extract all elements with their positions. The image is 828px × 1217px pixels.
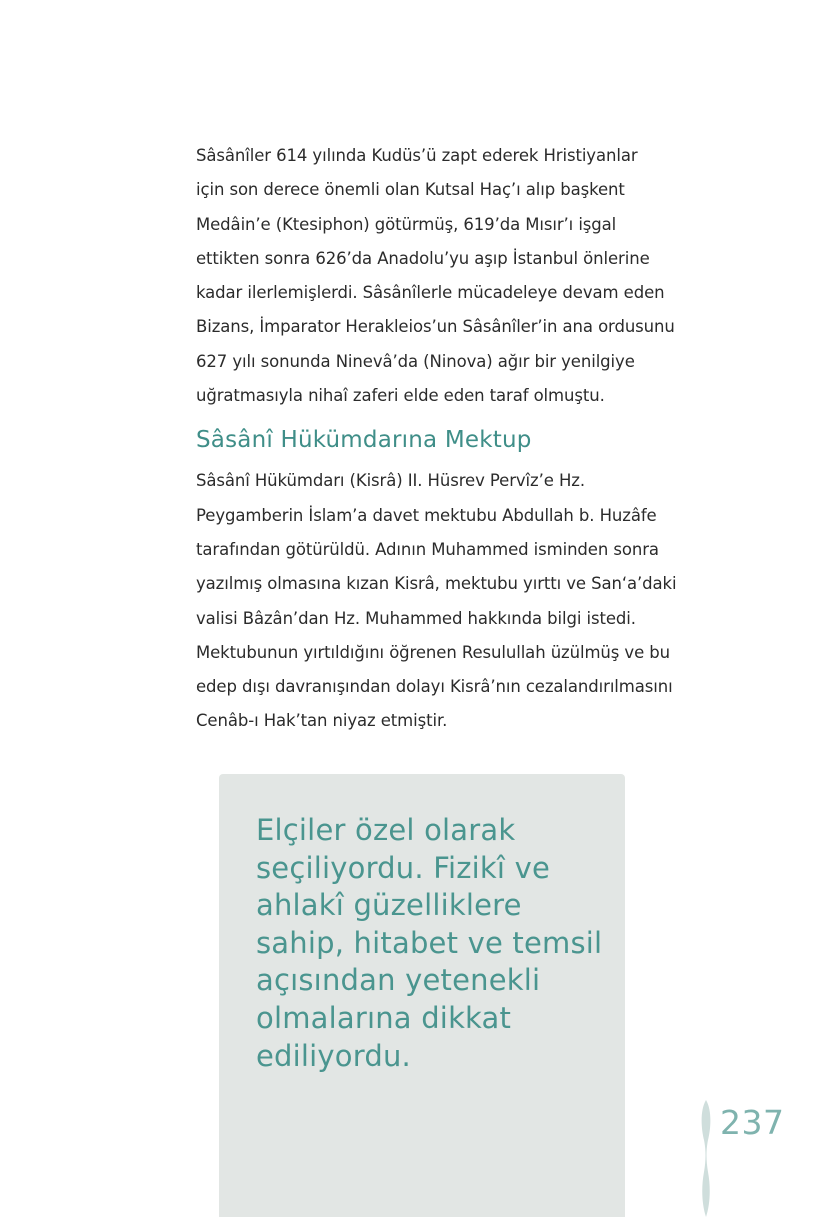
quote-line: Elçiler özel olarak bbox=[256, 813, 516, 847]
quote-line: sahip, hitabet ve temsil bbox=[256, 925, 603, 960]
pull-quote-text bbox=[256, 812, 616, 1075]
quote-line: seçiliyordu. Fizikî ve bbox=[256, 850, 550, 885]
quote-line: açısından yetenekli bbox=[256, 963, 541, 998]
text-line: kadar ilerlemişlerdi. Sâsânîlerle mücadeleye devam eden bbox=[196, 283, 665, 303]
paragraph-intro bbox=[196, 139, 696, 413]
paragraph-letter bbox=[196, 464, 696, 738]
quote-line: ediliyordu. bbox=[256, 1038, 411, 1073]
body-text bbox=[196, 139, 696, 739]
text-line: Bizans, İmparator Herakleios’un Sâsânîler’in ana ordusunu bbox=[196, 317, 675, 337]
text-line: Sâsânî Hükümdarı (Kisrâ) II. Hüsrev Pervîz’e Hz. bbox=[196, 471, 585, 491]
page-number: 237 bbox=[720, 1103, 785, 1142]
pull-quote-box bbox=[219, 774, 625, 1217]
text-line: Sâsânîler 614 yılında Kudüs’ü zapt ederek Hristiyanlar bbox=[196, 146, 638, 165]
text-line: Medâin’e (Ktesiphon) götürmüş, 619’da Mısır’ı işgal bbox=[196, 214, 617, 234]
quote-line: olmalarına dikkat bbox=[256, 1000, 512, 1035]
text-line: edep dışı davranışından dolayı Kisrâ’nın cezalandırılmasını bbox=[196, 677, 673, 697]
section-heading: Sâsânî Hükümdarına Mektup bbox=[196, 427, 532, 454]
text-line: Cenâb-ı Hak’tan niyaz etmiştir. bbox=[196, 711, 448, 731]
text-line: yazılmış olmasına kızan Kisrâ, mektubu yırttı ve San‘a’daki bbox=[196, 574, 677, 594]
quote-line: ahlakî güzelliklere bbox=[256, 888, 522, 923]
text-line: uğratmasıyla nihaî zaferi elde eden taraf olmuştu. bbox=[196, 386, 605, 406]
text-line: Peygamberin İslam’a davet mektubu Abdullah b. Huzâfe bbox=[196, 505, 657, 525]
text-line: valisi Bâzân’dan Hz. Muhammed hakkında bilgi istedi. bbox=[196, 608, 636, 628]
page-ornament-icon bbox=[696, 1100, 716, 1217]
text-line: 627 yılı sonunda Ninevâ’da (Ninova) ağır bir yenilgiye bbox=[196, 351, 635, 371]
text-line: tarafından götürüldü. Adının Muhammed isminden sonra bbox=[196, 539, 659, 559]
text-line: için son derece önemli olan Kutsal Haç’ı alıp başkent bbox=[196, 180, 625, 200]
text-line: ettikten sonra 626’da Anadolu’yu aşıp İstanbul önlerine bbox=[196, 248, 650, 268]
text-line: Mektubunun yırtıldığını öğrenen Resulullah üzülmüş ve bu bbox=[196, 642, 671, 662]
